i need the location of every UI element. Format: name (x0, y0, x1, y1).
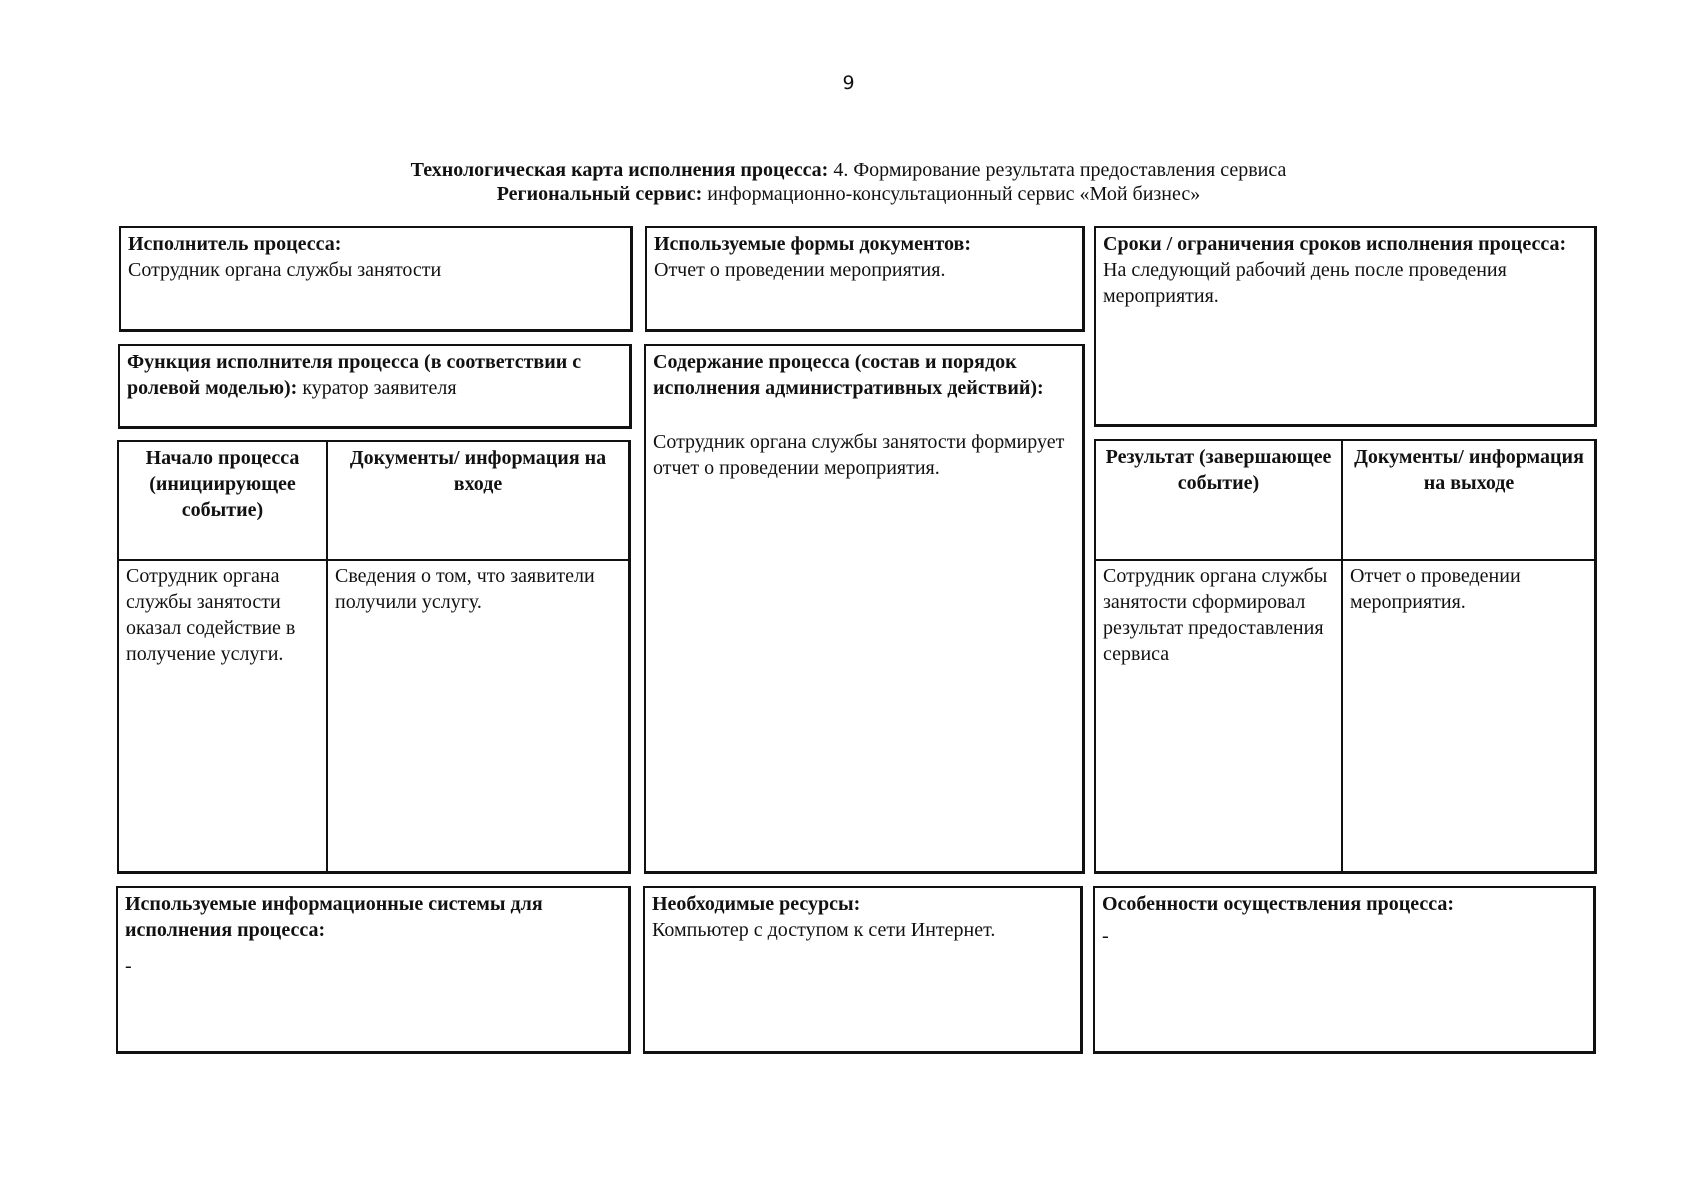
deadlines-label: Сроки / ограничения сроков исполнения процесса: (1103, 233, 1567, 255)
process-start-table (117, 440, 631, 874)
information-systems-value: - (125, 955, 132, 977)
process-features-value: - (1102, 925, 1109, 947)
executor-function-label: Функция исполнителя процесса (в соответствии с ролевой моделью): (127, 351, 582, 399)
process-content-value: Сотрудник органа службы занятости формирует отчет о проведении мероприятия. (653, 431, 1065, 479)
output-documents-value: Отчет о проведении мероприятия. (1350, 565, 1521, 613)
document-forms-value: Отчет о проведении мероприятия. (654, 259, 946, 281)
deadlines-value: На следующий рабочий день после проведения мероприятия. (1103, 259, 1507, 307)
output-documents-header: Документы/ информация на выходе (1354, 446, 1584, 494)
process-map-title (0, 158, 1697, 182)
process-map-title-label: Технологическая карта исполнения процесса: (410, 159, 829, 181)
executor-function-box (118, 344, 632, 429)
resources-value: Компьютер с доступом к сети Интернет. (652, 919, 996, 941)
process-features-box (1093, 886, 1596, 1054)
process-content-label: Содержание процесса (состав и порядок исполнения административных действий): (653, 351, 1044, 399)
input-documents-header: Документы/ информация на входе (349, 447, 607, 495)
input-documents-value: Сведения о том, что заявители получили услугу. (335, 565, 595, 613)
process-map-title-value: 4. Формирование результата предоставления сервиса (828, 159, 1287, 181)
executor-box (119, 226, 633, 332)
regional-service-title (0, 182, 1697, 206)
table-column-divider (1341, 441, 1343, 871)
deadlines-box (1094, 226, 1597, 427)
resources-label: Необходимые ресурсы: (652, 893, 861, 915)
process-features-label: Особенности осуществления процесса: (1102, 893, 1455, 915)
regional-service-label: Региональный сервис: (496, 183, 703, 205)
table-column-divider (326, 442, 328, 871)
information-systems-box (116, 886, 631, 1054)
executor-function-value: куратор заявителя (297, 377, 457, 399)
page-number: 9 (842, 72, 855, 94)
document-forms-label: Используемые формы документов: (654, 233, 972, 255)
executor-label: Исполнитель процесса: (128, 233, 342, 255)
process-result-value: Сотрудник органа службы занятости сформировал результат предоставления сервиса (1103, 565, 1328, 665)
regional-service-value: информационно-консультационный сервис «Мой бизнес» (702, 183, 1201, 205)
document-forms-box (645, 226, 1085, 332)
process-content-box (644, 344, 1085, 874)
information-systems-label: Используемые информационные системы для исполнения процесса: (125, 893, 543, 941)
process-result-header: Результат (завершающее событие) (1105, 446, 1332, 494)
executor-value: Сотрудник органа службы занятости (128, 259, 442, 281)
resources-box (643, 886, 1083, 1054)
process-result-table (1094, 439, 1597, 874)
process-start-value: Сотрудник органа службы занятости оказал содействие в получение услуги. (126, 565, 296, 665)
process-start-header: Начало процесса (инициирующее событие) (145, 447, 300, 521)
